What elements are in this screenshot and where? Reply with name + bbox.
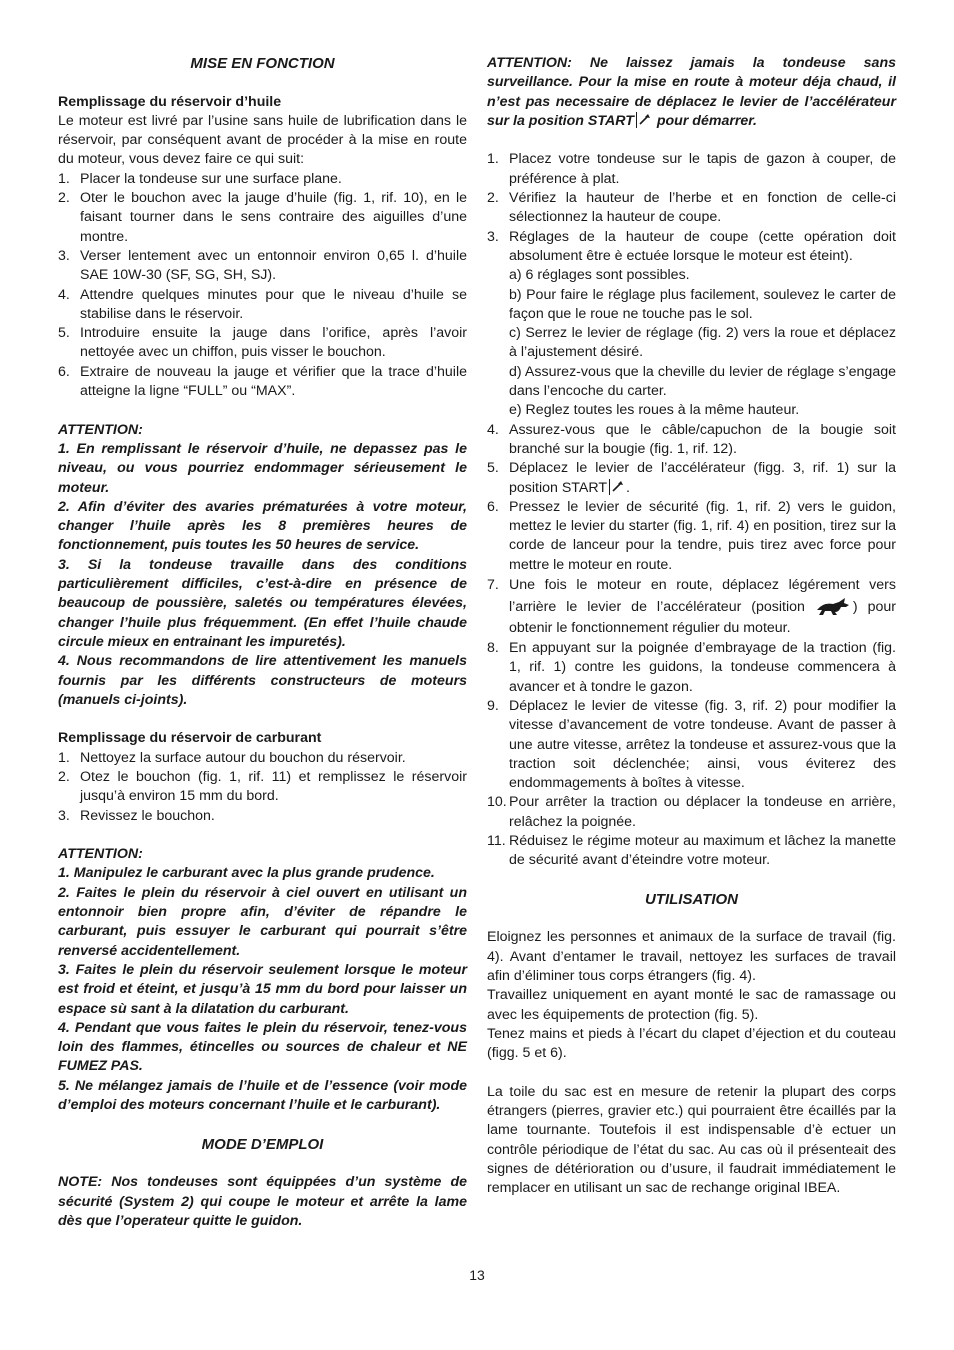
sub-step-e: e) Reglez toutes les roues à la même hauteur. bbox=[509, 402, 800, 419]
list-item: 6. Pressez le levier de sécurité (fig. 1, rif. 2) vers le guidon, mettez le levier du starter (fig. 1, rif. 4) en position, tirez sur la corde de lanceur pour la tendre, puis tirez avec force pour mettre le moteur en route. bbox=[487, 498, 896, 573]
list-item: 3. Verser lentement avec un entonnoir environ 0,65 l. d’huile SAE 10W-30 (SF, SG, SH, SJ). bbox=[58, 247, 467, 284]
section-title-mode-emploi: MODE D’EMPLOI bbox=[201, 1135, 324, 1153]
operation-steps-list bbox=[487, 150, 896, 870]
list-item: 7. Une fois le moteur en route, déplacez légérement vers l’arrière le levier de l’accélérateur (position ) pour obtenir le fonctionnement régulier du moteur. bbox=[487, 577, 896, 637]
right-attention: ATTENTION: Ne laissez jamais la tondeuse sans surveillance. Pour la mise en route à moteur déja chaud, il n’est pas necessaire de déplacez le levier de l’accélérateur sur la position START pour démarrer. bbox=[487, 55, 896, 129]
list-item: 1. Placez votre tondeuse sur le tapis de gazon à couper, de préférence à plat. bbox=[487, 151, 896, 187]
list-item: 5. Déplacez le levier de l’accélérateur (figg. 3, rif. 1) sur la position START . bbox=[487, 460, 896, 496]
list-item: 1. Placer la tondeuse sur une surface plane. bbox=[58, 170, 342, 187]
list-item: 4. Assurez-vous que le câble/capuchon de la bougie soit branché sur la bougie (fig. 1, rif. 12). bbox=[487, 421, 896, 457]
use-paragraph-2: Travaillez uniquement en ayant monté le sac de ramassage ou avec les équipements de protection (fig. 5). bbox=[487, 987, 896, 1023]
oil-heading: Remplissage du réservoir d’huile bbox=[58, 93, 282, 110]
list-item: 5. Introduire ensuite la jauge dans l’orifice, après l’avoir nettoyée avec un chiffon, puis visser le bouchon. bbox=[58, 325, 467, 361]
list-item: 1. Nettoyez la surface autour du bouchon du réservoir. bbox=[58, 749, 406, 766]
list-item: 11. Réduisez le régime moteur au maximum et lâchez la manette de sécurité avant d’éteindre votre moteur. bbox=[487, 832, 896, 869]
sub-step-d: d) Assurez-vous que la cheville du levier de réglage s’engage dans l’encoche du carter. bbox=[509, 363, 896, 400]
fuel-warning-2: 2. Faites le plein du réservoir à ciel ouvert en utilisant un entonnoir bien propre afin, d’éviter de répandre le carburant, puis essuyer le carburant qui pourrait s’être renversé accidentellement. bbox=[58, 884, 467, 959]
list-item: 3. Réglages de la hauteur de coupe (cette opération doit absolument être è ectuée lorsque le moteur est éteint). a) 6 réglages sont possibles. b) Pour faire le réglage plus facilement, soulevez le carter de façon que le roue ne touche pas le sol. c) Serrez le levier de réglage (fig. 2) vers la roue et déplacez à l’ajustement désiré. d) Assurez-vous que la cheville du levier de réglage s’engage dans l’encoche du carter. e) Reglez toutes les roues à la même hauteur. bbox=[487, 228, 896, 421]
list-item: 10. Pour arrêter la traction ou déplacer la tondeuse en arrière, relâchez la poignée. bbox=[487, 794, 896, 830]
oil-warning-3: 3. Si la tondeuse travaille dans des conditions particulièrement difficiles, c’est-à-dire en présence de beaucoup de poussière, saletés ou températures élevées, changer l’huile plus fréquemment. (En effet l’huile chaude circule mieux en entrainant les impuretés). bbox=[58, 556, 467, 650]
list-item: 3. Revissez le bouchon. bbox=[58, 807, 215, 824]
oil-warning-4: 4. Nous recommandons de lire attentivement les manuels fournis par les différents constructeurs de moteurs (manuels ci-joints). bbox=[58, 653, 467, 708]
fuel-heading: Remplissage du réservoir de carburant bbox=[58, 730, 322, 747]
fuel-warning-3: 3. Faites le plein du réservoir seulement lorsque le moteur est froid et éteint, et jusqu’à 15 mm du bord pour laisser un espace sù sant à la dilatation du carburant. bbox=[58, 961, 467, 1017]
list-item: 2. Oter le bouchon avec la jauge d’huile (fig. 1, rif. 10), en le faisant tourner dans le sens contraire des aiguilles d’une montre. bbox=[58, 190, 467, 245]
use-paragraph-4: La toile du sac est en mesure de retenir la plupart des corps étrangers (pierres, gravier etc.) qui pourraient être écaillés par la lame tournante. Toutefois il est indispensable d’è ectuer un contrôle périodique de l’état du sac. Au cas où il présenteait des signes de détérioration ou d’usure, il faudrait immédiatement le remplacer en utilisant un sac de rechange original IBEA. bbox=[487, 1083, 896, 1197]
oil-warning-2: 2. Afin d’éviter des avaries prématurées à votre moteur, changer l’huile après les 8 premières heures de fonctionnement, puis toutes les 50 heures de service. bbox=[58, 498, 467, 554]
use-paragraph-3: Tenez mains et pieds à l’écart du clapet d’éjection et du couteau (figg. 5 et 6). bbox=[487, 1025, 896, 1062]
section-title-mise-en-fonction: MISE EN FONCTION bbox=[190, 55, 335, 72]
start-choke-icon bbox=[609, 479, 624, 495]
list-item: 2. Vérifiez la hauteur de l’herbe et en fonction de celle-ci sélectionnez la hauteur de coupe. bbox=[487, 190, 896, 226]
fuel-warning-5: 5. Ne mélangez jamais de l’huile et de l’essence (voir mode d’emploi des moteurs concernant l’huile et le carburant). bbox=[58, 1077, 467, 1114]
list-item: 9. Déplacez le levier de vitesse (fig. 3, rif. 2) pour modifier la vitesse d’avancement de votre tondeuse. Avant de passer à une autre vitesse, arrêtez la tondeuse et assurez-vous que la traction soit déclenchée; ainsi, vous éviterez des endommagements à boîtes à vitesse. bbox=[487, 697, 896, 792]
right-column bbox=[487, 54, 896, 1199]
fuel-warning-label: ATTENTION: bbox=[58, 846, 143, 863]
oil-intro: Le moteur est livré par l’usine sans huile de lubrification dans le réservoir, par conséquent avant de procéder à la mise en route du moteur, vous devez faire ce qui suit: bbox=[58, 112, 467, 168]
section-title-utilisation: UTILISATION bbox=[644, 890, 739, 908]
list-item: 8. En appuyant sur la poignée d’embrayage de la traction (fig. 1, rif. 1) contre les guidons, la tondeuse commencera à avancer et à tondre le gazon. bbox=[487, 640, 896, 695]
use-paragraph-1: Eloignez les personnes et animaux de la surface de travail (fig. 4). Avant d’entamer le travail, nettoyez les surfaces de travail afin d’éliminer tous corps étrangers (fig. 4). bbox=[487, 929, 896, 985]
sub-step-c: c) Serrez le levier de réglage (fig. 2) vers la roue et déplacez à l’ajustement désiré. bbox=[509, 325, 896, 361]
sub-step-a: a) 6 réglages sont possibles. bbox=[509, 267, 690, 284]
list-item: 4. Attendre quelques minutes pour que le niveau d’huile se stabilise dans le réservoir. bbox=[58, 286, 467, 322]
list-item: 2. Otez le bouchon (fig. 1, rif. 11) et remplissez le réservoir jusqu’à environ 15 mm du bord. bbox=[58, 768, 467, 805]
fuel-steps-list bbox=[58, 749, 467, 826]
page-number: 13 bbox=[469, 1267, 485, 1283]
mode-note: NOTE: Nos tondeuses sont équippées d’un système de sécurité (System 2) qui coupe le moteur et arrête la lame dès que l’operateur quitte le guidon. bbox=[58, 1174, 467, 1229]
start-choke-icon bbox=[636, 112, 651, 128]
list-item: 6. Extraire de nouveau la jauge et vérifier que la trace d’huile atteigne la ligne “FULL” ou “MAX”. bbox=[58, 363, 467, 400]
sub-step-b: b) Pour faire le réglage plus facilement, soulevez le carter de façon que le roue ne touche pas le sol. bbox=[509, 286, 896, 322]
oil-steps-list bbox=[58, 170, 467, 402]
oil-warning-1: 1. En remplissant le réservoir d’huile, ne depassez pas le niveau, ou vous pourriez endommager sérieusement le moteur. bbox=[58, 440, 467, 496]
fuel-warning-1: 1. Manipulez le carburant avec la plus grande prudence. bbox=[58, 865, 435, 882]
fuel-warning-4: 4. Pendant que vous faites le plein du réservoir, tenez-vous loin des flammes, étincelles ou sources de chaleur et NE FUMEZ PAS. bbox=[58, 1019, 467, 1075]
rabbit-fast-icon bbox=[815, 596, 853, 616]
left-column bbox=[58, 54, 467, 1231]
oil-warning-label: ATTENTION: bbox=[58, 421, 143, 438]
